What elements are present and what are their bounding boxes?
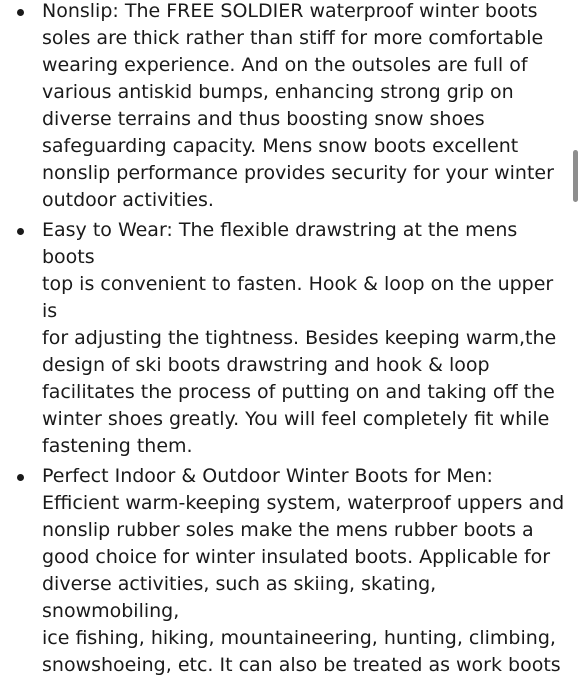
bullet-text [42, 0, 566, 214]
text-line: snowshoeing, etc. It can also be treated as work boots [42, 654, 561, 676]
text-line: Easy to Wear: The flexible drawstring at the mens boots [42, 219, 518, 268]
text-line: Perfect Indoor & Outdoor Winter Boots for Men: [42, 465, 493, 487]
text-line: Nonslip: The FREE SOLDIER waterproof winter boots [42, 0, 538, 22]
scrollbar-thumb[interactable] [573, 150, 578, 202]
text-line: nonslip rubber soles make the mens rubber boots a [42, 519, 534, 541]
text-line: ice fishing, hiking, mountaineering, hunting, climbing, [42, 627, 556, 649]
text-line: fastening them. [42, 435, 193, 457]
text-line: soles are thick rather than stiff for more comfortable [42, 27, 544, 49]
bullet-text [42, 463, 566, 679]
feature-bullet-nonslip [0, 0, 566, 214]
bullet-dot-icon [17, 9, 24, 16]
bullet-dot-icon [17, 474, 24, 481]
text-line: nonslip performance provides security for your winter [42, 162, 554, 184]
feature-bullet-easy-to-wear [0, 217, 566, 460]
vertical-scrollbar[interactable] [570, 0, 578, 580]
bullet-dot-icon [17, 228, 24, 235]
bullet-text [42, 217, 566, 460]
text-line: good choice for winter insulated boots. Applicable for [42, 546, 551, 568]
text-line: outdoor activities. [42, 189, 214, 211]
text-line: various antiskid bumps, enhancing strong grip on [42, 81, 514, 103]
text-line: safeguarding capacity. Mens snow boots excellent [42, 135, 519, 157]
text-line: facilitates the process of putting on and taking off the [42, 381, 555, 403]
text-line: top is convenient to fasten. Hook & loop on the upper is [42, 273, 554, 322]
text-line: winter shoes greatly. You will feel completely fit while [42, 408, 550, 430]
text-line: diverse activities, such as skiing, skating, snowmobiling, [42, 573, 437, 622]
text-line: Efficient warm-keeping system, waterproof uppers and [42, 492, 565, 514]
text-line: wearing experience. And on the outsoles are full of [42, 54, 528, 76]
text-line: design of ski boots drawstring and hook & loop [42, 354, 490, 376]
text-line: diverse terrains and thus boosting snow shoes [42, 108, 485, 130]
text-line: for adjusting the tightness. Besides keeping warm,the [42, 327, 557, 349]
feature-bullet-indoor-outdoor [0, 463, 566, 679]
